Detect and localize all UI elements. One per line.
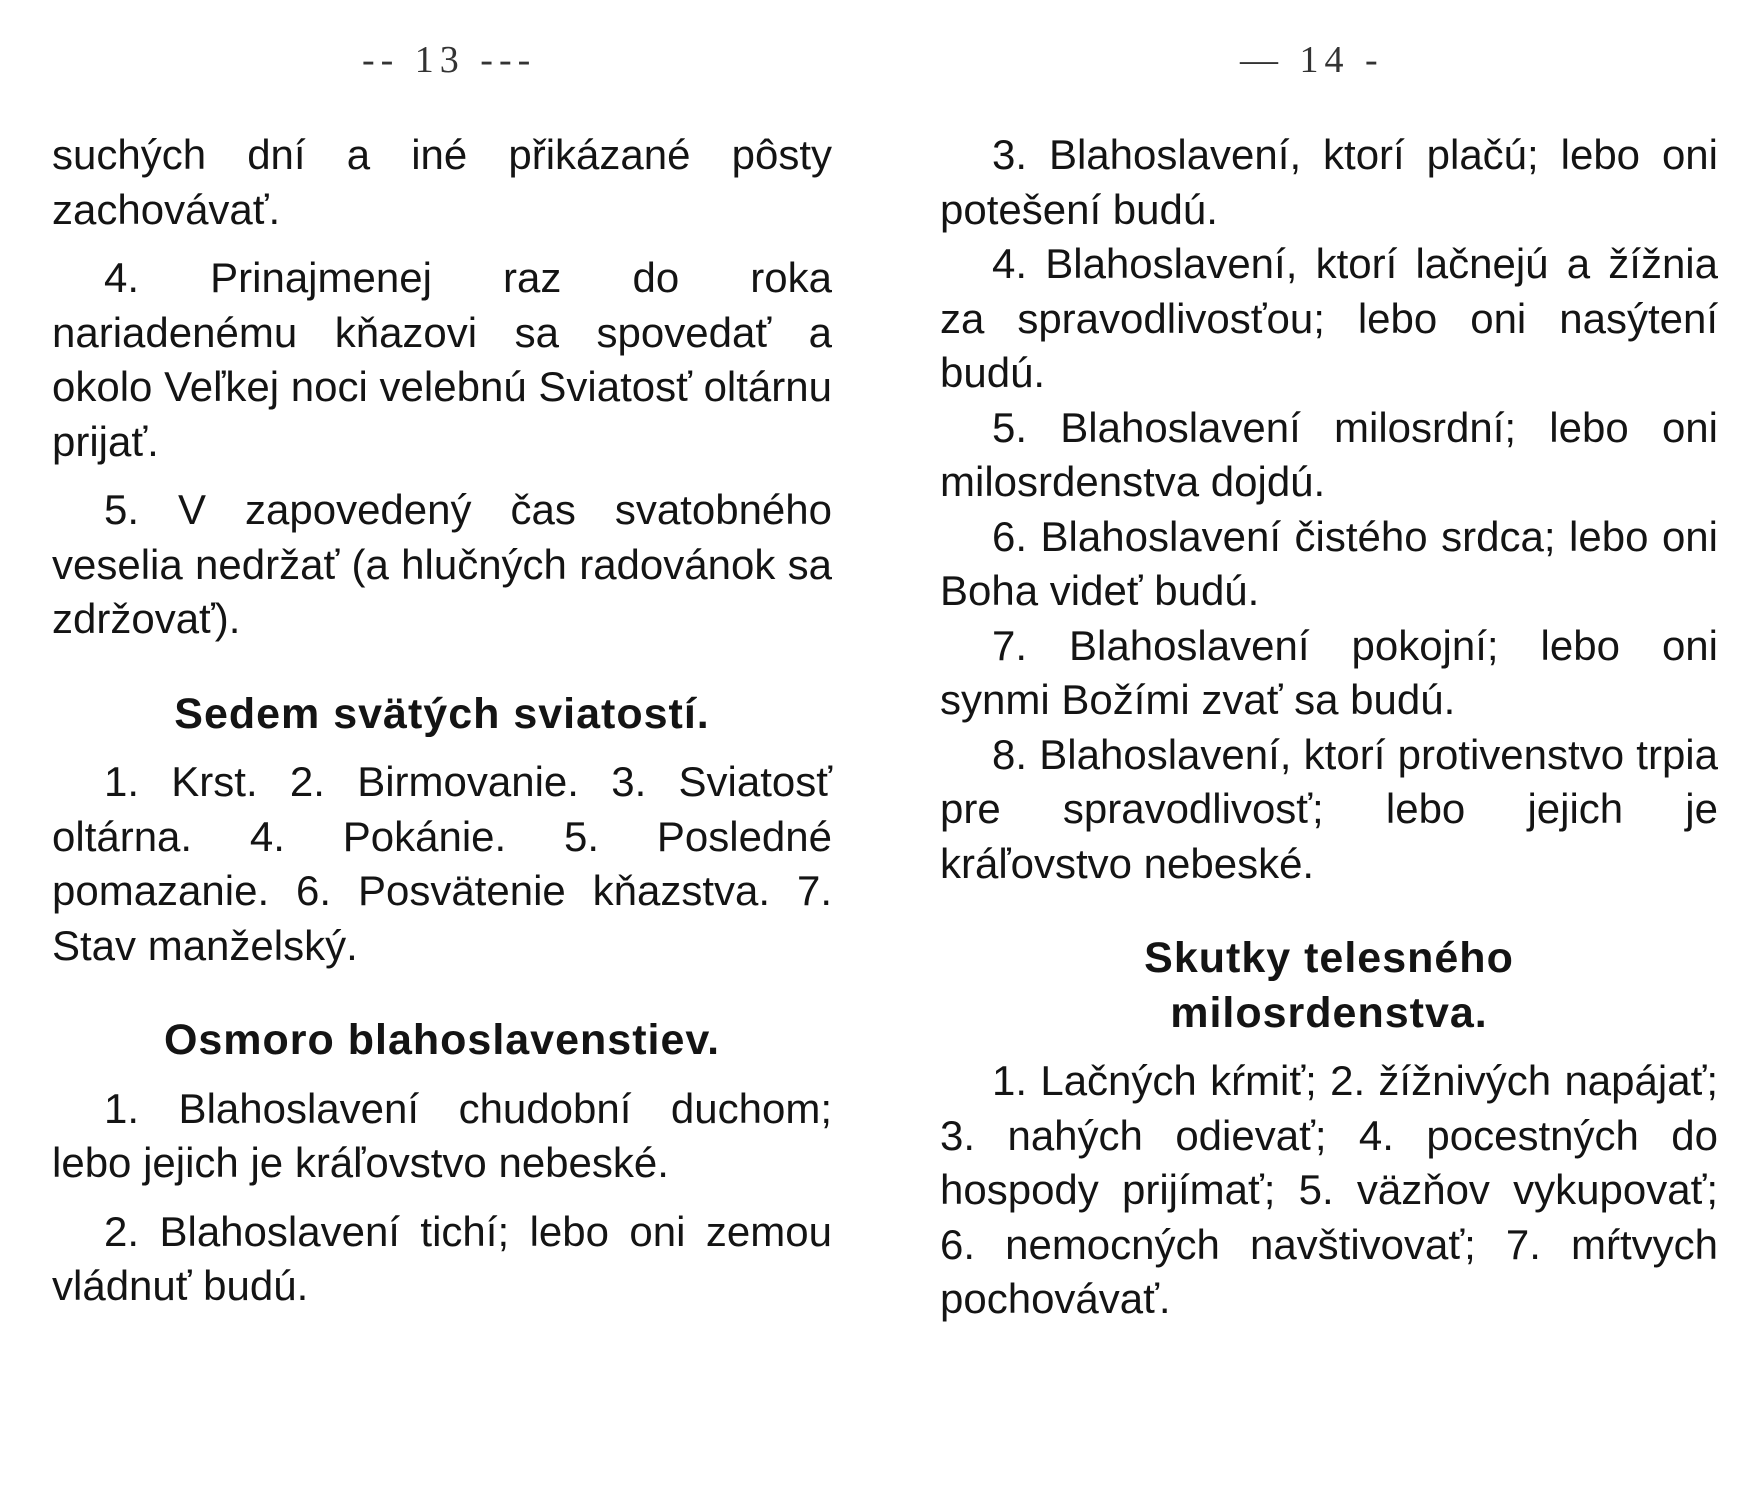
paragraph-works-of-mercy-list: 1. Lačných kŕmiť; 2. žížnivých napájať; 3. nahých odievať; 4. pocestných do hospody prijímať; 5. väzňov vykupovať; 6. nemocných navštivovať; 7. mŕtvych pochovávať. <box>940 1057 1718 1322</box>
heading-corporal-works-of-mercy: Skutky telesného milosrdenstva. <box>1144 934 1514 1037</box>
beatitude-8: 8. Blahoslavení, ktorí protivenstvo trpia pre spravodlivosť; lebo jejich je kráľovstvo nebeské. <box>940 730 1718 887</box>
paragraph-commandment-5: 5. V zapovedený čas svatobného veselia nedržať (a hlučných radovánok sa zdržovať). <box>52 486 832 642</box>
left-page-text <box>52 128 832 1314</box>
beatitude-3: 3. Blahoslavení, ktorí plačú; lebo oni potešení budú. <box>940 131 1718 233</box>
left-page <box>52 0 832 1500</box>
page-number-right: — 14 - <box>1240 39 1384 81</box>
right-page <box>940 0 1718 1500</box>
paragraph-sacraments-list: 1. Krst. 2. Birmovanie. 3. Sviatosť oltárna. 4. Pokánie. 5. Posledné pomazanie. 6. Posvätenie kňazstva. 7. Stav manželský. <box>52 758 832 969</box>
beatitude-5: 5. Blahoslavení milosrdní; lebo oni milosrdenstva dojdú. <box>940 403 1718 505</box>
beatitude-6: 6. Blahoslavení čistého srdca; lebo oni Boha videť budú. <box>940 512 1718 614</box>
beatitude-7: 7. Blahoslavení pokojní; lebo oni synmi Božími zvať sa budú. <box>940 621 1718 723</box>
paragraph-commandment-4: 4. Prinajmenej raz do roka nariadenému kňazovi sa spovedať a okolo Veľkej noci velebnú Sviatosť oltárnu prijať. <box>52 254 832 465</box>
paragraph-commandment-continued: suchých dní a iné přikázané pôsty zachovávať. <box>52 131 832 233</box>
heading-beatitudes: Osmoro blahoslavenstiev. <box>163 1016 721 1064</box>
beatitude-4: 4. Blahoslavení, ktorí lačnejú a žížnia za spravodlivosťou; lebo oni nasýtení budú. <box>940 240 1718 396</box>
page-number-left: -- 13 --- <box>362 39 537 81</box>
beatitude-2: 2. Blahoslavení tichí; lebo oni zemou vládnuť budú. <box>52 1207 832 1309</box>
beatitude-1: 1. Blahoslavení chudobní duchom; lebo jejich je kráľovstvo nebeské. <box>52 1084 832 1186</box>
right-page-text <box>940 128 1718 1327</box>
heading-seven-sacraments: Sedem svätých sviatostí. <box>174 689 710 738</box>
